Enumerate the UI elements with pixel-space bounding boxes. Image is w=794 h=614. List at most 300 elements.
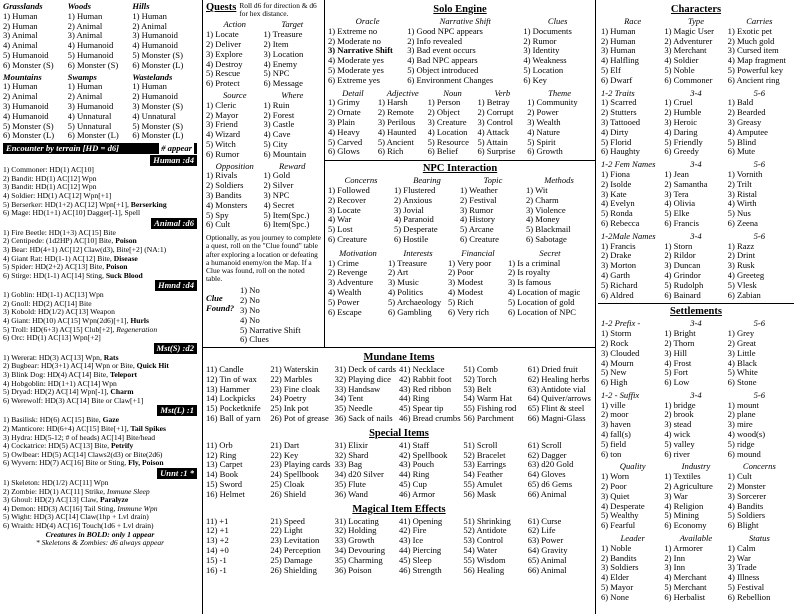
magical-table bbox=[203, 517, 595, 576]
solo-title: Solo Engine bbox=[433, 4, 487, 15]
mundane-item: 15) Pocketknife bbox=[206, 404, 261, 414]
settle-status-item: 5) Festival bbox=[727, 583, 765, 593]
settle-quality-header: Quality bbox=[619, 461, 646, 472]
suffix-item: 5) ridge bbox=[727, 439, 755, 449]
terrain-item: 6) Monster (S) bbox=[67, 60, 119, 70]
npc-title: NPC Interaction bbox=[422, 163, 498, 175]
suffix-item: 1) ville bbox=[601, 400, 626, 410]
special-item: 21) Dart bbox=[270, 440, 300, 450]
prefix-header-3: 5-6 bbox=[753, 318, 766, 329]
encounter-entry bbox=[3, 505, 197, 514]
target-item: 4) Enemy bbox=[263, 59, 298, 69]
clues-item: 4) Weakness bbox=[523, 56, 567, 66]
mundane-item: 62) Healing herbs bbox=[527, 374, 590, 384]
encounter-stat: 2) Manticore: HD(6+4) AC[15] Bite[+1], bbox=[3, 425, 129, 433]
magical-item: 35) Charming bbox=[334, 555, 383, 565]
fem-names-item: 2) Samantha bbox=[664, 179, 708, 189]
special-item: 32) Shard bbox=[334, 450, 369, 460]
special-item: 52) Bracelet bbox=[463, 450, 506, 460]
fem-names-item: 1) Fiona bbox=[601, 169, 630, 179]
char-type-item: 4) Soldier bbox=[664, 56, 699, 66]
source-item: 3) Friend bbox=[206, 120, 238, 130]
char-race-item: 5) Elf bbox=[601, 65, 621, 75]
char-carries-item: 2) Much gold bbox=[727, 36, 775, 46]
terrain-item: 5) Monster (S) bbox=[132, 50, 183, 60]
terrain-item: 2) Animal bbox=[67, 92, 103, 102]
traits-item: 2) Stutters bbox=[601, 108, 637, 118]
encounter-entry bbox=[3, 488, 197, 497]
settlement-prefix bbox=[601, 319, 791, 388]
encounter-stat: 5) Spider: HD(2+2) AC[13] Bite, bbox=[3, 263, 105, 272]
verb-header: Verb bbox=[494, 87, 511, 98]
noun-item: 2) Object bbox=[427, 108, 460, 118]
male-names-item: 6) Bainard bbox=[664, 290, 701, 300]
encounter-stat: 3) Hydra: HD(5-12; # of heads) AC[14] Bite/head bbox=[3, 433, 156, 442]
encounter-entry bbox=[3, 326, 197, 335]
encounter-stat: 2) Bandit: HD(1) AC[12] Wpn bbox=[3, 174, 97, 183]
prefix-item: 1) Grey bbox=[727, 329, 755, 339]
where-item: 3) Castle bbox=[263, 120, 295, 130]
encounter-stat: 2) Bugbear: HD(3+1) AC[14] Wpn or Bite, bbox=[3, 362, 135, 371]
special-item: 16) Helmet bbox=[206, 489, 245, 499]
male-names-headers bbox=[601, 232, 791, 242]
theme-item: 2) Power bbox=[527, 108, 559, 118]
npc-concerns-item: 1) Followed bbox=[328, 185, 370, 195]
male-names-item: 6) Zabian bbox=[727, 290, 761, 300]
mundane-item: 52) Torch bbox=[463, 374, 497, 384]
encounter-entry bbox=[3, 300, 197, 309]
special-col bbox=[399, 441, 463, 500]
special-item: 35) Flute bbox=[334, 479, 366, 489]
encounter-stat: 5) Troll: HD(6+3) AC[15] Club[+2], bbox=[3, 325, 115, 334]
shift-header: Narrative Shift bbox=[439, 16, 491, 26]
settle-status-item: 1) Calm bbox=[727, 543, 756, 553]
where-header: Where bbox=[281, 89, 304, 100]
encounter-special: Suck Blood bbox=[105, 271, 143, 280]
traits-item: 1) Bald bbox=[727, 98, 754, 108]
traits-item: 2) Humble bbox=[664, 108, 702, 118]
special-item: 56) Mask bbox=[463, 489, 497, 499]
male-names-item: 1) Francis bbox=[601, 241, 636, 251]
encounter-stat: 4) Soldier: HD(1) AC[12] Wpn[+1] bbox=[3, 191, 112, 200]
npc-motivation-item: 6) Escape bbox=[328, 307, 362, 317]
prefix-item: 2) Rock bbox=[601, 338, 629, 348]
encounter-entry bbox=[3, 425, 197, 434]
middle-column bbox=[202, 0, 596, 614]
terrain-header: Woods bbox=[67, 1, 91, 11]
theme-item: 1) Community bbox=[527, 98, 578, 108]
special-item: 51) Scroll bbox=[463, 440, 498, 450]
terrain-table bbox=[68, 2, 133, 71]
special-item: 55) Amulet bbox=[463, 479, 503, 489]
settle-status-table bbox=[728, 534, 791, 603]
special-item: 15) Sword bbox=[206, 479, 243, 489]
prefix-header-1: 1-2 Prefix - bbox=[601, 318, 641, 329]
terrain-item: 3) Humanoid bbox=[67, 101, 114, 111]
npc-topic-item: 5) Arcane bbox=[460, 225, 494, 235]
suffix-item: 4) fall(s) bbox=[601, 430, 631, 440]
encounter-stat: 1) Skeleton: HD(1/2) AC[11] Wpn bbox=[3, 478, 109, 487]
detail-item: 4) Heavy bbox=[328, 127, 360, 137]
magical-item: 46) Strength bbox=[398, 565, 442, 575]
fem-names-header-3: 5-6 bbox=[753, 159, 766, 170]
settle-available-table bbox=[664, 534, 727, 603]
clues-item: 6) Key bbox=[523, 75, 547, 85]
encounter-header bbox=[3, 143, 197, 154]
special-col bbox=[463, 441, 527, 500]
source-table bbox=[206, 91, 264, 160]
settle-industry-item: 3) War bbox=[664, 491, 688, 501]
prefix-col bbox=[728, 329, 791, 388]
oracle-header: Oracle bbox=[355, 16, 380, 26]
special-item: 61) Scroll bbox=[527, 440, 562, 450]
encounter-entry bbox=[3, 255, 197, 264]
encounter-stat: 1) Fire Beetle: HD(1+3) AC[15] Bite bbox=[3, 228, 116, 237]
quests-title: Quests bbox=[206, 2, 237, 13]
where-table bbox=[264, 91, 322, 160]
settle-status-item: 3) Trade bbox=[727, 563, 757, 573]
clue-item: 3) No bbox=[240, 305, 260, 315]
char-carries-item: 5) Powerful key bbox=[727, 65, 784, 75]
magical-item: 43) Ice bbox=[398, 536, 424, 546]
magical-item: 45) Sleep bbox=[398, 555, 432, 565]
mundane-item: 26) Pot of grease bbox=[270, 413, 329, 423]
encounter-stat: 6) Mage: HD(1+1) AC[10] Dagger[-1], Spell bbox=[3, 209, 141, 218]
source-item: 5) Witch bbox=[206, 139, 236, 149]
group-label: Mst(L) :1 bbox=[157, 405, 197, 416]
target-item: 2) Item bbox=[263, 40, 289, 49]
group-label: Hmnd :d4 bbox=[155, 280, 197, 291]
solo-npc-panel bbox=[325, 0, 595, 347]
npc-financial-item: 5) Rich bbox=[448, 297, 474, 307]
terrain-item: 3) Animal bbox=[67, 31, 103, 41]
npc-topic-item: 3) Rumor bbox=[460, 205, 494, 215]
special-item: 65) d6 Gems bbox=[527, 479, 573, 489]
clues-item: 2) Rumor bbox=[523, 36, 557, 46]
mundane-item: 45) Spear tip bbox=[398, 404, 444, 414]
shift-item: 5) Object introduced bbox=[407, 65, 479, 75]
special-item: 46) Armor bbox=[398, 489, 436, 499]
magical-col bbox=[270, 517, 334, 576]
mundane-item: 32) Playing dice bbox=[334, 374, 391, 384]
traits-header-2: 3-4 bbox=[690, 87, 702, 98]
special-item: 53) Earrings bbox=[463, 460, 507, 470]
oracle-item: 2) Moderate no bbox=[328, 36, 381, 46]
magical-col bbox=[206, 517, 270, 576]
mundane-col bbox=[399, 365, 463, 424]
encounter-entry bbox=[3, 308, 197, 317]
adjective-item: 2) Remote bbox=[377, 108, 414, 118]
traits-item: 4) Amputee bbox=[727, 127, 768, 137]
settle-available-item: 6) Herbalist bbox=[664, 592, 706, 602]
noun-table bbox=[428, 89, 478, 158]
male-names-item: 1) Razz bbox=[727, 241, 755, 251]
reward-item: 6) Item(Spc.) bbox=[263, 220, 310, 230]
target-item: 6) Message bbox=[263, 79, 303, 89]
opposition-header: Opposition bbox=[215, 160, 254, 171]
special-col bbox=[270, 441, 334, 500]
npc-topic-item: 2) Festival bbox=[460, 195, 497, 205]
magical-item: 55) Wisdom bbox=[463, 555, 506, 565]
npc-interests-table bbox=[388, 249, 448, 318]
settle-leader-table bbox=[601, 534, 664, 603]
prefix-item: 1) Storm bbox=[601, 329, 632, 339]
settle-status-item: 2) War bbox=[727, 553, 751, 563]
special-col bbox=[335, 441, 399, 500]
settle-quality-item: 5) Wealthy bbox=[601, 511, 639, 521]
encounter-stat: 6) Werewolf: HD(3) AC[14] Bite or Claw[+1] bbox=[3, 396, 144, 405]
traits-item: 6) Mute bbox=[727, 147, 756, 157]
fem-names-header-2: 3-4 bbox=[690, 159, 702, 170]
shift-item: 4) Bad NPC appears bbox=[407, 56, 478, 66]
terrain-table bbox=[132, 73, 197, 142]
char-carries-header: Carries bbox=[746, 16, 773, 26]
quests-optional-note: Optionally, as you journey to complete a quest, roll on the "Clue found" table after exploring a location or defeating a humanoid enemy/on the Map. If a Clue was found, roll on the noted table. bbox=[206, 233, 321, 284]
encounter-stat: 4) Giant: HD(10) AC[15] Wpn(2d6)[+1], bbox=[3, 317, 129, 326]
mundane-item: 44) Ring bbox=[398, 394, 430, 404]
suffix-item: 3) stead bbox=[664, 420, 692, 430]
footnote-undead: * Skeletons & Zombies: d6 always appear bbox=[35, 538, 165, 548]
settle-available-item: 4) Merchant bbox=[664, 573, 707, 583]
magical-item: 22) Light bbox=[270, 526, 303, 536]
prefix-item: 4) Frost bbox=[664, 358, 692, 368]
encounter-entry bbox=[3, 496, 197, 505]
clue-item: 2) No bbox=[240, 296, 260, 306]
magical-item: 54) Water bbox=[463, 545, 498, 555]
male-names-item: 1) Storn bbox=[664, 241, 693, 251]
action-table bbox=[206, 20, 264, 89]
quests-source-where bbox=[206, 91, 321, 160]
magical-item: 62) Life bbox=[527, 526, 556, 536]
encounter-entry bbox=[3, 416, 197, 425]
encounter-special: Disease bbox=[113, 254, 138, 263]
encounter-special: Rats bbox=[103, 353, 119, 362]
npc-concerns-header: Concerns bbox=[344, 175, 378, 186]
magical-item: 26) Shielding bbox=[270, 565, 317, 575]
settle-concerns-item: 6) Blight bbox=[727, 521, 759, 531]
oracle-item: 6) Extreme yes bbox=[328, 75, 381, 85]
npc-motivation-item: 4) Wealth bbox=[328, 287, 362, 297]
traits-header-3: 5-6 bbox=[753, 87, 766, 98]
quests-action-target bbox=[206, 20, 321, 89]
group-label: Mst(S) :d2 bbox=[154, 343, 197, 354]
settle-industry-item: 5) Mining bbox=[664, 511, 699, 521]
npc-concerns-table bbox=[328, 176, 394, 245]
action-item: 3) Explore bbox=[206, 49, 243, 59]
oracle-item: 3) Narrative Shift bbox=[328, 46, 393, 56]
encounter-stat: 5) Owlbear: HD(5) AC[14] Claws2(d3) or Bite(2d6) bbox=[3, 450, 163, 459]
magical-item: 36) Poison bbox=[334, 565, 372, 575]
npc-methods-item: 3) Violence bbox=[526, 205, 566, 215]
male-names-item: 4) Garth bbox=[601, 270, 630, 280]
clue-table bbox=[206, 286, 321, 345]
terrain-header: Wastelands bbox=[132, 71, 173, 82]
encounter-stat: 1) Wererat: HD(3) AC[13] Wpn, bbox=[3, 353, 102, 362]
verb-item: 6) Surprise bbox=[477, 147, 516, 157]
fem-names-col bbox=[664, 170, 727, 229]
adjective-item: 5) Ancient bbox=[377, 137, 414, 147]
settle-quality-item: 4) Desperate bbox=[601, 501, 645, 511]
oracle-item: 4) Moderate yes bbox=[328, 56, 384, 66]
char-type-item: 6) Commoner bbox=[664, 75, 713, 85]
traits-col bbox=[664, 98, 727, 157]
char-race-item: 3) Human bbox=[601, 46, 636, 56]
encounter-entry bbox=[3, 397, 197, 406]
magical-col bbox=[528, 517, 592, 576]
suffix-item: 3) haven bbox=[601, 420, 631, 430]
terrain-tables-top bbox=[3, 2, 197, 71]
magical-item: 13) +2 bbox=[206, 536, 229, 546]
fem-names-item: 6) Zeena bbox=[727, 218, 758, 228]
reward-item: 3) NPC bbox=[263, 190, 290, 200]
encounter-entry bbox=[3, 246, 197, 255]
encounter-entry bbox=[3, 479, 197, 488]
encounter-entry bbox=[3, 201, 197, 210]
target-item: 1) Treasure bbox=[263, 30, 303, 40]
suffix-headers bbox=[601, 391, 791, 401]
encounter-entry bbox=[3, 459, 197, 468]
magical-item: 12) +1 bbox=[206, 526, 229, 536]
encounter-special: Gaze bbox=[102, 416, 120, 425]
adjective-item: 4) Haunted bbox=[377, 127, 417, 137]
theme-item: 5) Spirit bbox=[527, 137, 556, 147]
char-carries-item: 4) Map fragment bbox=[727, 56, 786, 66]
npc-concerns-item: 2) Recover bbox=[328, 195, 366, 205]
group-label: Animal :d6 bbox=[151, 218, 197, 229]
solo-words-row bbox=[328, 89, 592, 158]
where-item: 1) Ruin bbox=[263, 100, 290, 110]
char-type-item: 2) Adventurer bbox=[664, 36, 713, 46]
action-item: 6) Protect bbox=[206, 79, 240, 89]
npc-methods-item: 5) Blackmail bbox=[526, 225, 571, 235]
detail-item: 2) Ornate bbox=[328, 108, 361, 118]
traits-item: 1) Scarred bbox=[601, 98, 637, 108]
settle-concerns-header: Concerns bbox=[742, 461, 776, 472]
traits-item: 5) Friendly bbox=[664, 137, 703, 147]
npc-row-1 bbox=[328, 176, 592, 245]
npc-bearing-item: 5) Desperate bbox=[394, 225, 438, 235]
encounter-special: Quick Hit bbox=[136, 362, 169, 371]
mundane-item: 33) Handsaw bbox=[334, 384, 381, 394]
npc-motivation-item: 3) Adventure bbox=[328, 278, 374, 288]
reward-item: 2) Silver bbox=[263, 181, 294, 191]
settle-industry-item: 2) Agriculture bbox=[664, 482, 713, 492]
settle-leader-item: 3) Soldiers bbox=[601, 563, 639, 573]
encounter-stat: 4) Hobgoblin: HD(1+1) AC[14] Wpn bbox=[3, 379, 117, 388]
terrain-table bbox=[68, 73, 133, 142]
suffix-col bbox=[601, 401, 664, 460]
npc-concerns-item: 4) War bbox=[328, 215, 352, 225]
suffix-item: 5) field bbox=[601, 439, 627, 449]
encounter-entry bbox=[3, 380, 197, 389]
settle-status-item: 4) Illness bbox=[727, 573, 760, 583]
npc-methods-item: 6) Sabotage bbox=[526, 234, 567, 244]
settle-industry-header: Industry bbox=[681, 461, 711, 472]
mundane-item: 64) Quiver/arrows bbox=[527, 394, 591, 404]
verb-item: 5) Attain bbox=[477, 137, 508, 147]
fem-names-header-1: 1-2 Fem Names bbox=[601, 159, 656, 170]
group-label: Human :d4 bbox=[150, 155, 197, 166]
encounter-special: Berserking bbox=[130, 200, 167, 209]
char-race-item: 2) Human bbox=[601, 36, 636, 46]
encounter-special: Immune Wpn bbox=[117, 504, 158, 513]
prefix-item: 5) White bbox=[727, 368, 758, 378]
special-item: 11) Orb bbox=[206, 440, 233, 450]
where-item: 2) Forest bbox=[263, 110, 295, 120]
magical-item: 31) Locating bbox=[334, 516, 379, 526]
magical-item: 42) Fire bbox=[398, 526, 427, 536]
suffix-item: 1) mount bbox=[727, 400, 759, 410]
opposition-item: 1) Rivals bbox=[206, 171, 238, 181]
terrain-item: 5) Monster (S) bbox=[3, 121, 54, 131]
npc-interests-item: 1) Treasure bbox=[388, 258, 427, 268]
detail-item: 3) Plain bbox=[328, 117, 355, 127]
special-item: 24) Spellbook bbox=[270, 470, 319, 480]
magical-item: 56) Healing bbox=[463, 565, 505, 575]
action-item: 4) Destroy bbox=[206, 59, 243, 69]
opposition-item: 5) Spy bbox=[206, 210, 229, 220]
action-item: 2) Deliver bbox=[206, 40, 242, 49]
male-names-item: 5) Vlesk bbox=[727, 280, 757, 290]
solo-oracle-row bbox=[328, 17, 592, 86]
encounter-special: Hurls bbox=[130, 317, 149, 326]
settlements-title: Settlements bbox=[670, 306, 722, 318]
settle-quality-item: 1) Worn bbox=[601, 472, 630, 482]
special-item: 33) Bag bbox=[334, 460, 363, 470]
special-item: 25) Cloak bbox=[270, 479, 305, 489]
settle-concerns-item: 1) Cult bbox=[727, 472, 752, 482]
npc-motivation-item: 2) Revenge bbox=[328, 268, 368, 278]
mundane-item: 55) Fishing rod bbox=[463, 404, 517, 414]
fem-names-item: 3) Kate bbox=[601, 189, 627, 199]
encounter-entry bbox=[3, 237, 197, 246]
traits-item: 4) Dirty bbox=[601, 127, 629, 137]
magical-item: 44) Piercing bbox=[398, 545, 442, 555]
magical-item: 63) Power bbox=[527, 536, 564, 546]
npc-interests-item: 4) Politics bbox=[388, 287, 424, 297]
target-item: 5) NPC bbox=[263, 69, 290, 79]
male-names-header-1: 1-2Male Names bbox=[601, 230, 656, 241]
magical-item: 21) Speed bbox=[270, 516, 305, 526]
characters-traits bbox=[601, 89, 791, 158]
noun-item: 4) Location bbox=[427, 127, 468, 137]
fem-names-item: 5) Ronda bbox=[601, 209, 633, 219]
npc-methods-item: 4) Money bbox=[526, 215, 560, 225]
encounter-entry bbox=[3, 442, 197, 451]
npc-bearing-item: 2) Anxious bbox=[394, 195, 432, 205]
special-item: 64) Gloves bbox=[527, 470, 566, 480]
npc-secret-item: 5) Location of gold bbox=[508, 297, 575, 307]
opposition-table bbox=[206, 162, 264, 231]
special-col bbox=[206, 441, 270, 500]
npc-secret-item: 1) Is a criminal bbox=[508, 258, 561, 268]
encounter-entry bbox=[3, 183, 197, 192]
terrain-item: 3) Humanoid bbox=[132, 31, 178, 41]
suffix-grid bbox=[601, 401, 791, 460]
detail-item: 5) Carved bbox=[328, 137, 363, 147]
mundane-item: 36) Sack of nails bbox=[334, 413, 393, 423]
verb-item: 1) Betray bbox=[477, 98, 510, 108]
special-item: 36) Wand bbox=[334, 489, 368, 499]
special-item: 63) d20 Gold bbox=[527, 460, 574, 470]
special-item: 62) Dagger bbox=[527, 450, 567, 460]
theme-table bbox=[527, 89, 592, 158]
char-race-item: 1) Human bbox=[601, 26, 636, 36]
traits-item: 3) Heroic bbox=[664, 117, 698, 127]
male-names-item: 6) Aldred bbox=[601, 290, 634, 300]
suffix-col bbox=[728, 401, 791, 460]
encounter-special: Petrify bbox=[110, 442, 134, 451]
